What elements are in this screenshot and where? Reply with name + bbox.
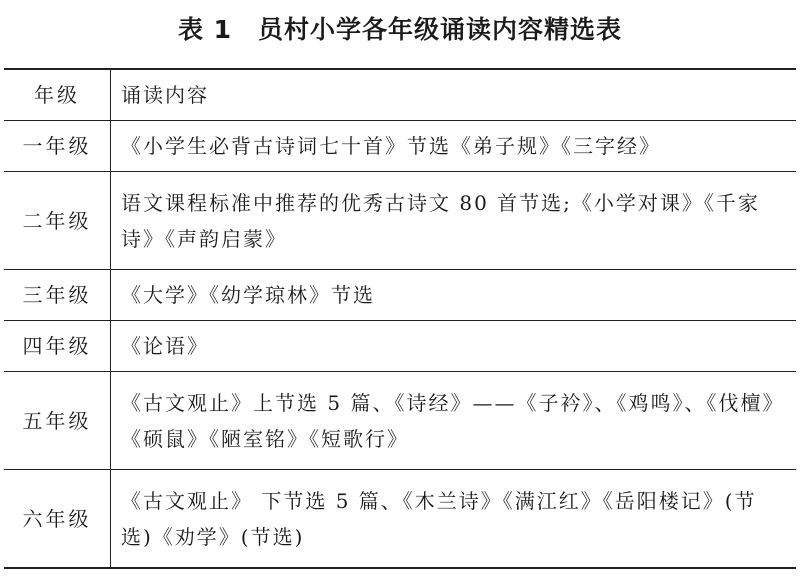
- table-header-row: [4, 69, 796, 121]
- content-cell: 《小学生必背古诗词七十首》节选《弟子规》《三字经》: [111, 121, 797, 172]
- grade-cell: 四年级: [4, 321, 111, 372]
- table-row: [4, 321, 796, 372]
- grade-cell: 一年级: [4, 121, 111, 172]
- header-grade: 年级: [4, 69, 111, 121]
- content-cell: 《论语》: [111, 321, 797, 372]
- content-cell: 《古文观止》上节选 5 篇、《诗经》——《子衿》、《鸡鸣》、《伐檀》《硕鼠》《陋室铭》《短歌行》: [111, 372, 797, 470]
- header-content: 诵读内容: [111, 69, 797, 121]
- reading-content-table: [4, 68, 796, 569]
- table-title: 表 1 员村小学各年级诵读内容精选表: [177, 15, 623, 44]
- content-cell: 《古文观止》 下节选 5 篇、《木兰诗》《满江红》《岳阳楼记》(节选)《劝学》(节选): [111, 470, 797, 569]
- table-row: [4, 172, 796, 270]
- table-row: [4, 470, 796, 569]
- grade-cell: 六年级: [4, 470, 111, 569]
- content-cell: 语文课程标准中推荐的优秀古诗文 80 首节选;《小学对课》《千家诗》《声韵启蒙》: [111, 172, 797, 270]
- grade-cell: 二年级: [4, 172, 111, 270]
- content-cell: 《大学》《幼学琼林》节选: [111, 270, 797, 321]
- grade-cell: 三年级: [4, 270, 111, 321]
- table-row: [4, 270, 796, 321]
- grade-cell: 五年级: [4, 372, 111, 470]
- table-row: [4, 121, 796, 172]
- table-row: [4, 372, 796, 470]
